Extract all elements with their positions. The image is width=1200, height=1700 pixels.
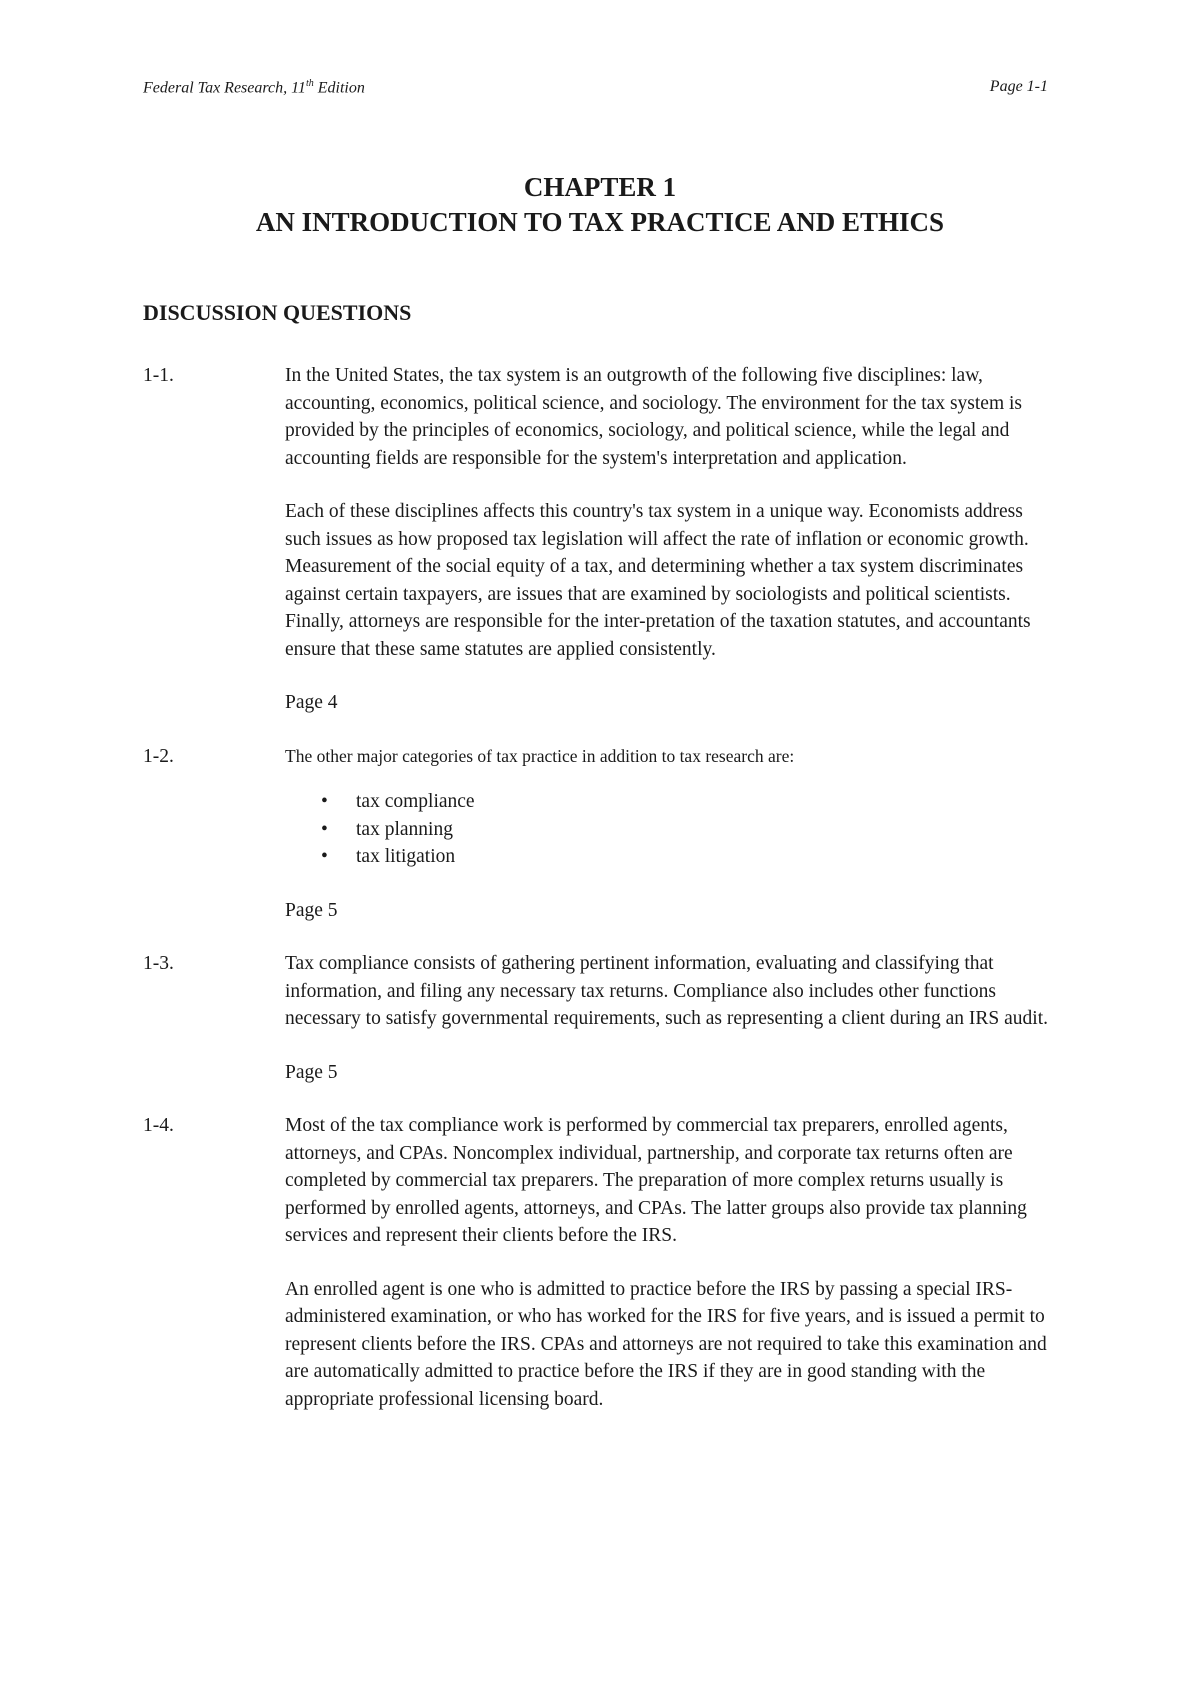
question-1-2: [143, 743, 1063, 951]
question-1-1: [143, 362, 1063, 743]
page-reference: Page 5: [285, 899, 338, 921]
chapter-title: AN INTRODUCTION TO TAX PRACTICE AND ETHICS: [255, 207, 945, 237]
chapter-heading: [0, 170, 1200, 240]
question-1-3: [143, 950, 1063, 1112]
question-number: 1-3.: [143, 953, 174, 974]
page-reference: Page 5: [285, 1061, 338, 1083]
question-answer: [285, 743, 1063, 951]
answer-paragraph: Most of the tax compliance work is performed by commercial tax preparers, enrolled agents, attorneys, and CPAs. Noncomplex individual, partnership, and corporate tax returns often are completed by commercial tax preparers. The preparation of more complex returns usually is performed by enrolled agents, attorneys, and CPAs. The latter groups also provide tax planning services and represent their clients before the IRS.: [285, 1115, 1027, 1246]
page-number: Page 1-1: [989, 78, 1048, 95]
book-title: Federal Tax Research, 11th Edition: [143, 78, 365, 97]
answer-paragraph: The other major categories of tax practice in addition to tax research are:: [285, 745, 795, 766]
running-header: [143, 78, 1048, 97]
question-number: 1-4.: [143, 1115, 174, 1136]
question-1-4: [143, 1112, 1063, 1439]
question-answer: [285, 950, 1063, 1112]
bullet-list: [285, 788, 1063, 871]
answer-paragraph: An enrolled agent is one who is admitted to practice before the IRS by passing a special IRS-administered examination, or who has worked for the IRS for five years, and is issued a permit to represent clients before the IRS. CPAs and attorneys are not required to take this examination and are automatically admitted to practice before the IRS if they are in good standing with the appropriate professional licensing board.: [285, 1278, 1047, 1410]
question-number: 1-2.: [143, 745, 174, 767]
page-reference: Page 4: [285, 692, 338, 713]
chapter-number: CHAPTER 1: [523, 172, 677, 202]
section-title: DISCUSSION QUESTIONS: [143, 300, 412, 325]
questions-list: [143, 362, 1063, 1439]
answer-paragraph: Tax compliance consists of gathering pertinent information, evaluating and classifying that information, and filing any necessary tax returns. Compliance also includes other functions necessary to satisfy governmental requirements, such as representing a client during an IRS audit.: [285, 953, 1048, 1029]
list-item: • tax planning: [285, 816, 1063, 844]
answer-paragraph: In the United States, the tax system is an outgrowth of the following five disciplines: law, accounting, economics, political science, and sociology. The environment for the tax system is provided by the principles of economics, sociology, and political science, while the legal and accounting fields are responsible for the system's interpretation and application.: [285, 365, 1023, 469]
question-answer: [285, 1112, 1063, 1439]
question-number: 1-1.: [143, 365, 174, 386]
answer-paragraph: Each of these disciplines affects this country's tax system in a unique way. Economists address such issues as how proposed tax legislation will affect the rate of inflation or economic growth. Measurement of the social equity of a tax, and determining whether a tax system discriminates against certain taxpayers, are issues that are examined by sociologists and political scientists. Finally, attorneys are responsible for the inter-pretation of the taxation statutes, and accountants ensure that these same statutes are applied consistently.: [285, 501, 1031, 660]
list-item: • tax litigation: [285, 843, 1063, 871]
list-item: • tax compliance: [285, 788, 1063, 816]
question-answer: [285, 362, 1063, 743]
